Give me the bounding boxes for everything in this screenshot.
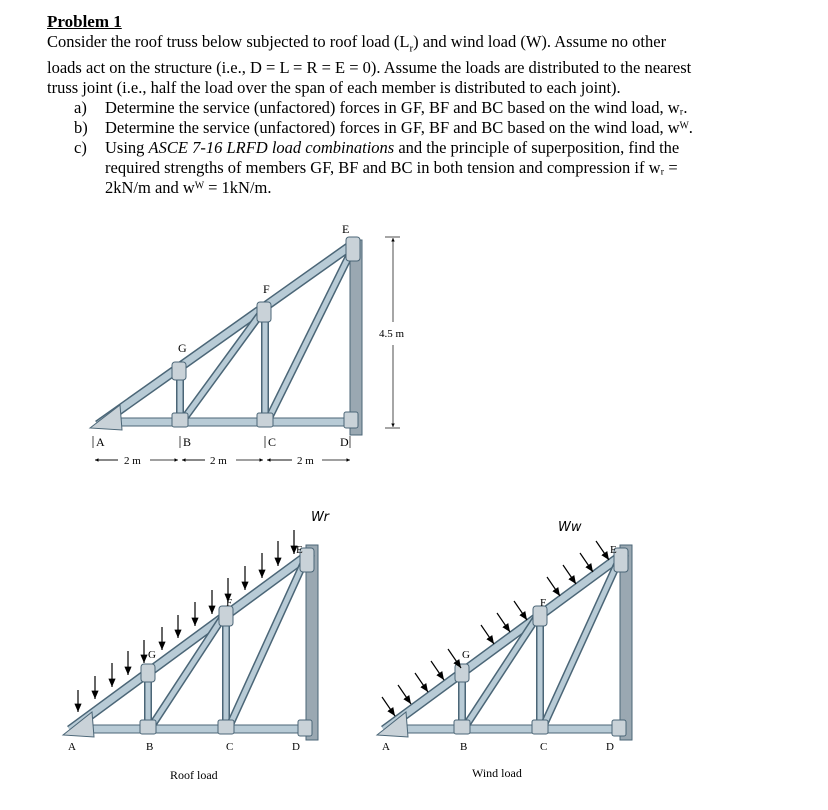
roof-load-arrows [78, 530, 294, 712]
joint-label-a: A [68, 741, 76, 753]
wind-load-label: Ww [558, 520, 582, 535]
joint-label-a: A [382, 741, 390, 753]
joint-label-e: E [342, 222, 350, 236]
problem-title: Problem 1 [47, 12, 122, 31]
joint-label-e: E [296, 544, 303, 556]
top-chord [70, 552, 312, 730]
joint-label-b: B [146, 741, 154, 753]
height-dimension [379, 237, 405, 428]
joint-label-f: F [263, 282, 270, 296]
joint-label-f: F [540, 597, 547, 609]
joint-label-c: C [226, 741, 234, 753]
gusset-c [257, 413, 273, 427]
joint-label-g: G [148, 649, 156, 661]
truss-figure-wind-load [377, 520, 632, 780]
joint-label-b: B [183, 435, 192, 449]
joint-label-d: D [606, 741, 614, 753]
bottom-chord [386, 725, 624, 733]
question-b: b) Determine the service (unfactored) forces in GF, BF and BC based on the wind load, wᵂ. [74, 118, 693, 138]
joint-label-d: D [292, 741, 300, 753]
top-chord [98, 242, 356, 425]
joint-label-c: C [540, 741, 548, 753]
question-a: a) Determine the service (unfactored) forces in GF, BF and BC based on the wind load, wᵣ. [74, 98, 688, 118]
span-dimensions [95, 455, 350, 467]
gusset-b [172, 413, 188, 427]
span-bc: 2 m [210, 455, 227, 467]
joint-label-e: E [610, 544, 617, 556]
wind-load-caption: Wind load [472, 766, 522, 780]
truss-figure-main [90, 222, 405, 467]
joint-label-g: G [462, 649, 470, 661]
top-chord [384, 552, 626, 730]
question-c: c) Using ASCE 7-16 LRFD load combinations and the principle of superposition, find the required strengths of members GF, BF and BC in both tension and compression if wᵣ = 2kN/m and wᵂ = 1kN/m. [74, 138, 680, 198]
wall [306, 545, 318, 740]
joint-label-g: G [178, 341, 187, 355]
joint-label-f: F [226, 597, 233, 609]
wind-load-arrows [382, 541, 609, 716]
joint-label-b: B [460, 741, 468, 753]
wall [350, 240, 362, 435]
gusset-e [346, 237, 360, 261]
joint-label-c: C [268, 435, 277, 449]
bottom-chord [100, 418, 355, 426]
joint-label-a: A [96, 435, 105, 449]
bottom-chord [72, 725, 310, 733]
truss-figure-roof-load [63, 510, 331, 782]
intro-line-2: loads act on the structure (i.e., D = L = R = E = 0). Assume the loads are distributed to the nearest [47, 58, 692, 78]
gusset-f [257, 302, 271, 322]
gusset-g [172, 362, 186, 380]
roof-load-caption: Roof load [170, 768, 218, 782]
roof-load-label: Wr [311, 510, 329, 525]
wall [620, 545, 632, 740]
intro-line-3: truss joint (i.e., half the load over the span of each member is distributed to each joint). [47, 78, 621, 98]
joint-label-d: D [340, 435, 349, 449]
span-ab: 2 m [124, 455, 141, 467]
gusset-d [344, 412, 358, 428]
intro-line-1: Consider the roof truss below subjected to roof load $(L_r)$ and wind load (W). Assume no other [47, 32, 667, 55]
height-label: 4.5 m [379, 328, 405, 340]
gusset-a [90, 405, 122, 430]
span-cd: 2 m [297, 455, 314, 467]
